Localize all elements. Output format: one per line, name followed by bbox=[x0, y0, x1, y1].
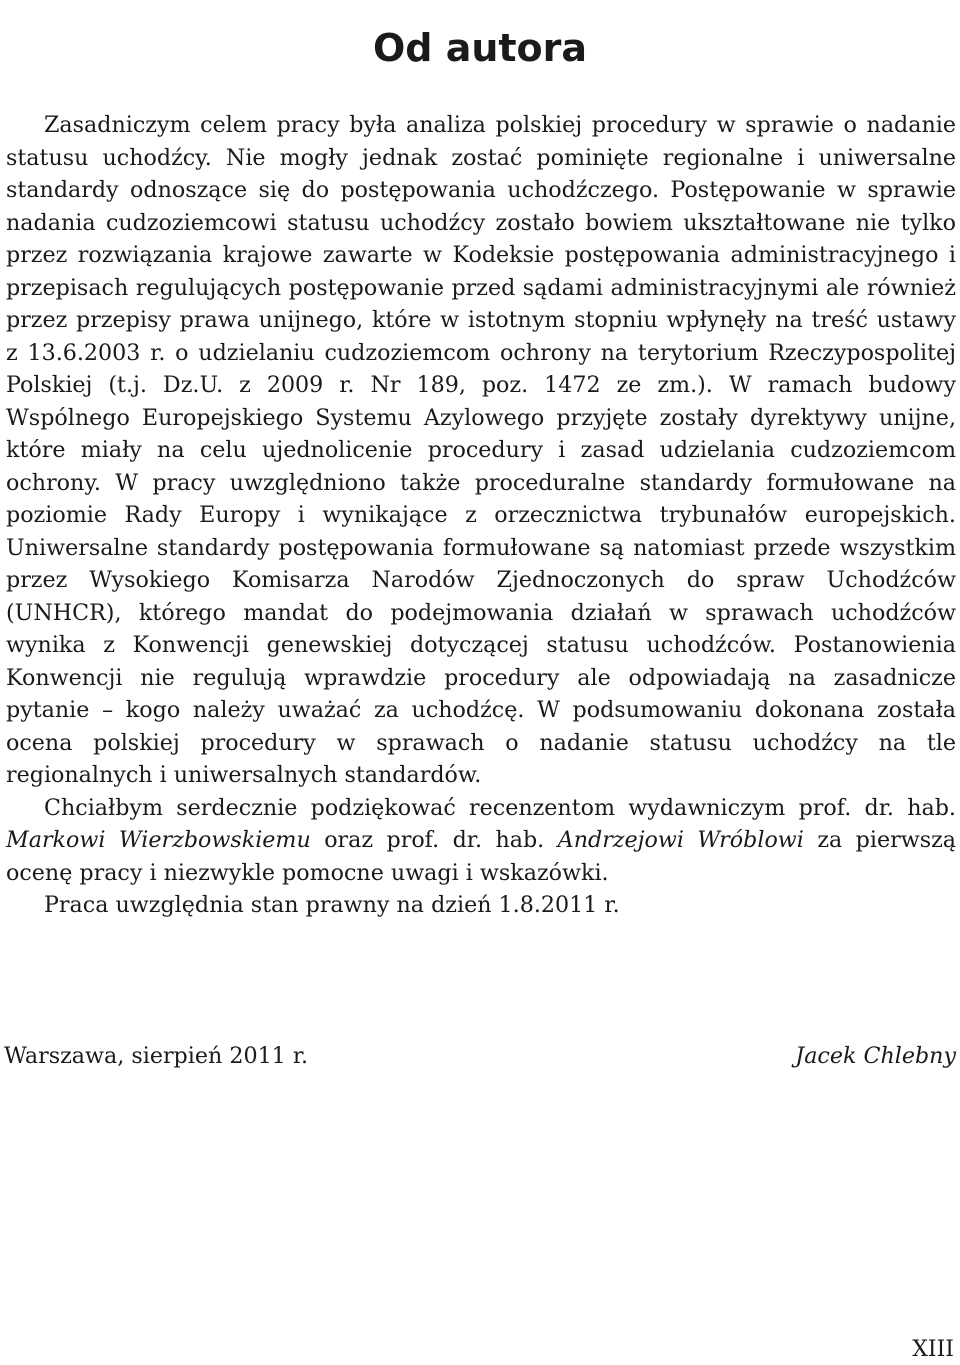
ack-text-3: za pierwszą ocenę pracy i niezwykle pomocne uwagi i wskazówki. bbox=[6, 827, 957, 886]
reviewer-name-1: Markowi Wierzbowskiemu bbox=[6, 827, 311, 853]
ack-text-1: Chciałbym serdecznie podziękować recenzentom wydawniczym prof. dr. hab. bbox=[44, 794, 956, 821]
paragraph-acknowledgements bbox=[6, 792, 956, 890]
page-title: Od autora bbox=[372, 26, 588, 71]
place-date: Warszawa, sierpień 2011 r. bbox=[4, 1043, 309, 1069]
paragraph-legal-state: Praca uwzględnia stan prawny na dzień 1.8.2011 r. bbox=[44, 892, 620, 918]
ack-text-2: oraz prof. dr. hab. bbox=[310, 827, 558, 853]
author-signature: Jacek Chlebny bbox=[795, 1043, 956, 1069]
reviewer-name-2: Andrzejowi Wróblowi bbox=[557, 827, 804, 853]
page-number: XIII bbox=[912, 1337, 954, 1362]
preface-body bbox=[6, 109, 956, 922]
paragraph-aim: Zasadniczym celem pracy była analiza polskiej procedury w sprawie o nadanie statusu uchodźcy. Nie mogły jednak zostać pominięte regionalne i uniwersalne standardy odnoszące się do postępowania uchodźczego. Postępowanie w sprawie nadania cudzoziemcowi statusu uchodźcy zostało bowiem ukształtowane nie tylko przez rozwiązania krajowe zawarte w Kodeksie postępowania administracyjnego i przepisach regulujących postępowanie przed sądami administracyjnymi ale również przez przepisy prawa unijnego, które w istotnym stopniu wpłynęły na treść ustawy z 13.6.2003 r. o udzielaniu cudzoziemcom ochrony na terytorium Rzeczypospolitej Polskiej (t.j. Dz.U. z 2009 r. Nr 189, poz. 1472 ze zm.). W ramach budowy Wspólnego Europejskiego Systemu Azylowego przyjęte zostały dyrektywy unijne, które miały na celu ujednolicenie procedury i zasad udzielania cudzoziemcom ochrony. W pracy uwzględniono także proceduralne standardy formułowane na poziomie Rady Europy i wynikające z orzecznictwa trybunałów europejskich. Uniwersalne standardy postępowania formułowane są natomiast przede wszystkim przez Wysokiego Komisarza Narodów Zjednoczonych do spraw Uchodźców (UNHCR), którego mandat do podejmowania działań w sprawach uchodźców wynika z Konwencji genewskiej dotyczącej statusu uchodźców. Postanowienia Konwencji nie regulują wprawdzie procedury ale odpowiadają na zasadnicze pytanie – kogo należy uważać za uchodźcę. W podsumowaniu dokonana została ocena polskiej procedury w sprawach o nadanie statusu uchodźcy na tle regionalnych i uniwersalnych standardów. bbox=[6, 112, 956, 788]
